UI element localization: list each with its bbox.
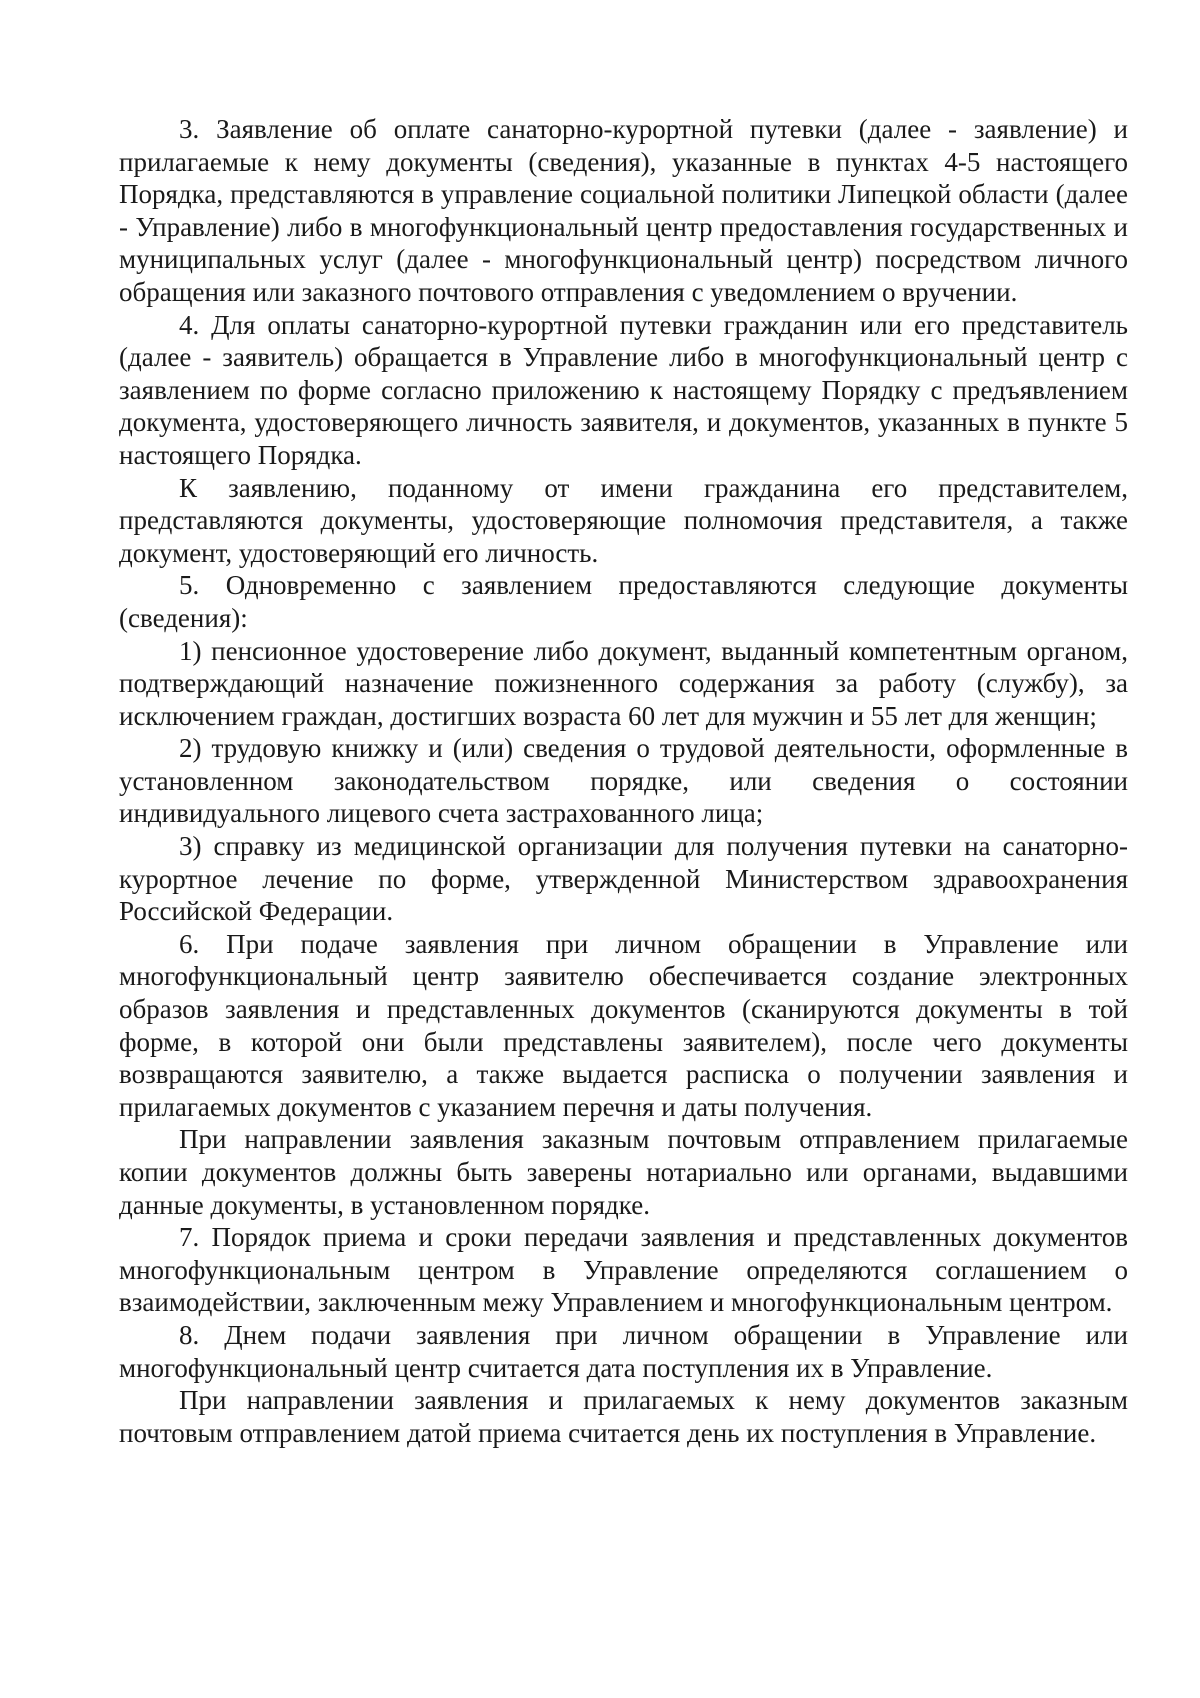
- paragraph-5: 5. Одновременно с заявлением предоставляются следующие документы (сведения):: [119, 570, 1128, 633]
- paragraph-3: 3. Заявление об оплате санаторно-курортной путевки (далее - заявление) и прилагаемые к нему документы (сведения), указанные в пунктах 4-5 настоящего Порядка, представляются в управление социальной политики Липецкой области (далее - Управление) либо в многофункциональный центр предоставления государственных и муниципальных услуг (далее - многофункциональный центр) посредством личного обращения или заказного почтового отправления с уведомлением о вручении.: [119, 114, 1128, 307]
- paragraph-6: 6. При подаче заявления при личном обращении в Управление или многофункциональный центр заявителю обеспечивается создание электронных образов заявления и представленных документов (сканируются документы в той форме, в которой они были представлены заявителем), после чего документы возвращаются заявителю, а также выдается расписка о получении заявления и прилагаемых документов с указанием перечня и даты получения.: [119, 928, 1128, 1122]
- paragraph-4: 4. Для оплаты санаторно-курортной путевки гражданин или его представитель (далее - заявитель) обращается в Управление либо в многофункциональный центр с заявлением по форме согласно приложению к настоящему Порядку с предъявлением документа, удостоверяющего личность заявителя, и документов, указанных в пункте 5 настоящего Порядка.: [119, 309, 1128, 470]
- paragraph-5-item-2: 2) трудовую книжку и (или) сведения о трудовой деятельности, оформленные в установленном законодательством порядке, или сведения о состоянии индивидуального лицевого счета застрахованного лица;: [119, 733, 1128, 829]
- paragraph-4-representative: К заявлению, поданному от имени гражданина его представителем, представляются документы, удостоверяющие полномочия представителя, а также документ, удостоверяющий его личность.: [119, 472, 1128, 568]
- document-body: [119, 113, 1128, 1449]
- paragraph-6-mail: При направлении заявления заказным почтовым отправлением прилагаемые копии документов должны быть заверены нотариально или органами, выдавшими данные документы, в установленном порядке.: [119, 1124, 1128, 1220]
- paragraph-5-item-1: 1) пенсионное удостоверение либо документ, выданный компетентным органом, подтверждающий назначение пожизненного содержания за работу (службу), за исключением граждан, достигших возраста 60 лет для мужчин и 55 лет для женщин;: [119, 635, 1128, 731]
- paragraph-8: 8. Днем подачи заявления при личном обращении в Управление или многофункциональный центр считается дата поступления их в Управление.: [119, 1319, 1128, 1383]
- paragraph-8-mail: При направлении заявления и прилагаемых к нему документов заказным почтовым отправлением датой приема считается день их поступления в Управление.: [119, 1385, 1128, 1448]
- paragraph-5-item-3: 3) справку из медицинской организации для получения путевки на санаторно-курортное лечение по форме, утвержденной Министерством здравоохранения Российской Федерации.: [119, 831, 1128, 927]
- paragraph-7: 7. Порядок приема и сроки передачи заявления и представленных документов многофункциональным центром в Управление определяются соглашением о взаимодействии, заключенным межу Управлением и многофункциональным центром.: [119, 1222, 1128, 1318]
